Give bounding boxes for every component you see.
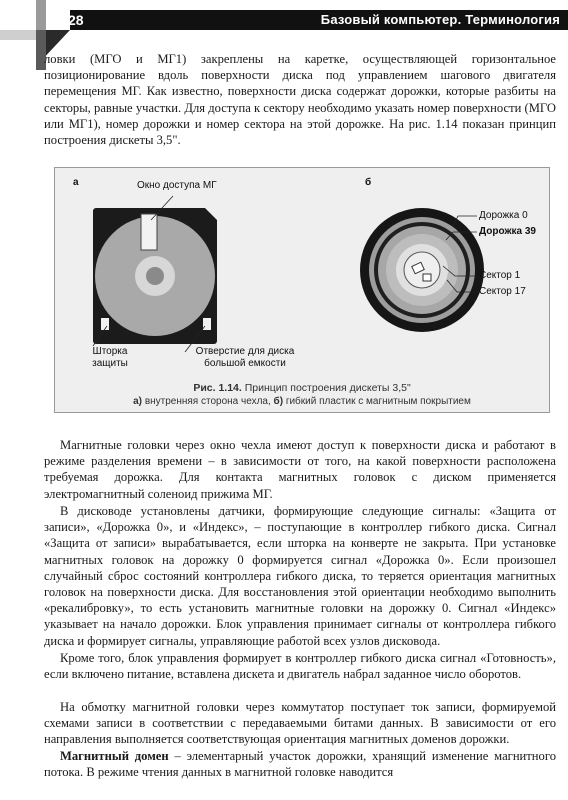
paragraph-2: В дисководе установлены датчики, формирующие следующие сигналы: «Защита от записи», «Дорожка 0», и «Индекс», – поступающие в контроллер гибкого диска. Сигнал «Защита от записи» вырабатывается, если шторка на конверте не закрыта. При установке магнитных головок на дорожку 0 формируется сигнал «Дорожка 0». Если произошел случайный сброс состояний контроллера гибкого диска, то теряется ориентация магнитных головок на поверхности диска. Для восстановления этой ориентации необходимо выполнить «рекалибровку», то есть установить магнитные головки на дорожку 0. Сигнал «Индекс» указывает на начало дорожки. Блок управления принимает сигналы от контроллера гибкого диска и формирует сигналы, управляющие работой всех узлов дисковода.: [44, 504, 556, 648]
label-shutter: Шторка защиты: [92, 346, 128, 369]
figure-caption: [55, 382, 549, 394]
paragraph-5: Магнитный домен – элементарный участок дорожки, хранящий изменение магнитного потока. В режиме чтения данных в магнитной головке наводится: [44, 749, 556, 780]
caption-title: Принцип построения дискеты 3,5": [244, 382, 411, 394]
label-track-39: Дорожка 39: [479, 226, 536, 237]
paragraph-3: Кроме того, блок управления формирует в контроллер гибкого диска сигнал «Готовность», если включено питание, вставлена дискета и двигатель набрал заданное число оборотов.: [44, 651, 556, 682]
figure-illustration: [55, 168, 549, 412]
panel-b-letter: б: [365, 177, 372, 188]
page-number: 28: [68, 12, 84, 28]
term-magnetic-domain: Магнитный домен: [60, 749, 169, 763]
paragraph-4: На обмотку магнитной головки через коммутатор поступает ток записи, формируемой схемами записи в соответствии с передаваемыми битами данных. В зависимости от его направления выполняется соответствующая ориентация магнитных доменов дорожки.: [44, 700, 556, 747]
magnetic-disk-drawing: [360, 208, 484, 332]
label-track-0: Дорожка 0: [479, 210, 528, 221]
label-sector-1: Сектор 1: [479, 270, 521, 281]
paragraph-1: Магнитные головки через окно чехла имеют доступ к поверхности диска и работают в режиме разделения времени – в зависимости от того, на какой поверхности расположена требуемая дорожка. Для контакта магнитных головок с диском применяется электромагнитный соленоид прижима МГ.: [44, 438, 556, 501]
chapter-title: Базовый компьютер. Терминология: [320, 12, 560, 27]
intro-paragraph: ловки (МГО и МГ1) закреплены на каретке, осуществляющей горизонтальное позиционирование вдоль поверхности диска под управлением шагового двигателя перемещения МГ. Как известно, поверхности диска содержат дорожки, которые разбиты на секторы, равные участки. Для доступа к сектору необходимо указать номер поверхности (МГО или МГ1), номер дорожки и номер сектора на этой дорожке. На рис. 1.14 показан принцип построения дискеты 3,5".: [44, 52, 556, 148]
label-hd-hole: Отверстие для диска большой емкости: [195, 346, 295, 369]
label-access-window: Окно доступа МГ: [137, 180, 217, 191]
label-sector-17: Сектор 17: [479, 286, 526, 297]
caption-number: Рис. 1.14.: [193, 382, 242, 394]
diskette-jacket-drawing: [93, 208, 217, 344]
panel-a-letter: а: [73, 177, 79, 188]
figure-subcaption: а) внутренняя сторона чехла, б) гибкий пластик с магнитным покрытием: [133, 396, 471, 407]
figure-1-14: [54, 167, 550, 413]
